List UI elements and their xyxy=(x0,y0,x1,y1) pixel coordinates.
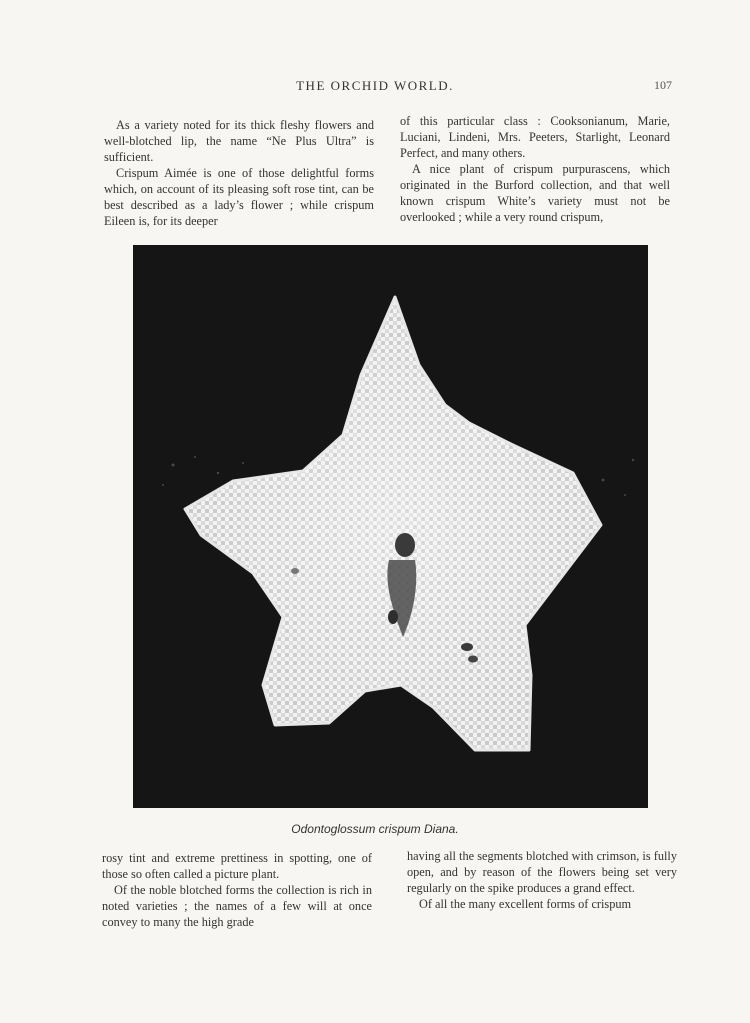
page-number: 107 xyxy=(654,78,672,92)
paragraph: rosy tint and extreme prettiness in spotting, one of those so often called a picture plant. xyxy=(102,851,372,881)
figure-caption: Odontoglossum crispum Diana. xyxy=(291,822,459,836)
paragraph: having all the segments blotched with crimson, is fully open, and by reason of the flowers being set very regularly on the spike produces a grand effect. xyxy=(407,849,677,895)
paragraph: Crispum Aimée is one of those delightful forms which, on account of its pleasing soft rose tint, can be best described as a lady’s flower ; while crispum Eileen is, for its deeper xyxy=(104,166,374,228)
text-column-top-right xyxy=(400,113,670,225)
paragraph: Of all the many excellent forms of crispum xyxy=(419,897,632,911)
text-column-bottom-left xyxy=(102,850,372,930)
text-column-bottom-right xyxy=(407,848,677,912)
paragraph: As a variety noted for its thick fleshy flowers and well-blotched lip, the name “Ne Plus Ultra” is sufficient. xyxy=(104,118,374,164)
orchid-flower-illustration xyxy=(133,245,648,808)
running-title: THE ORCHID WORLD. xyxy=(296,78,454,93)
running-head xyxy=(0,78,750,98)
paragraph: Of the noble blotched forms the collection is rich in noted varieties ; the names of a few will at once convey to many the high grade xyxy=(102,883,372,929)
text-column-top-left xyxy=(104,117,374,229)
orchid-photo-plate xyxy=(133,245,648,808)
paragraph: of this particular class : Cooksonianum, Marie, Luciani, Lindeni, Mrs. Peeters, Starlight, Leonard Perfect, and many others. xyxy=(400,114,670,160)
paragraph: A nice plant of crispum purpurascens, which originated in the Burford collection, and that well known crispum White’s variety must not be overlooked ; while a very round crispum, xyxy=(400,162,670,224)
